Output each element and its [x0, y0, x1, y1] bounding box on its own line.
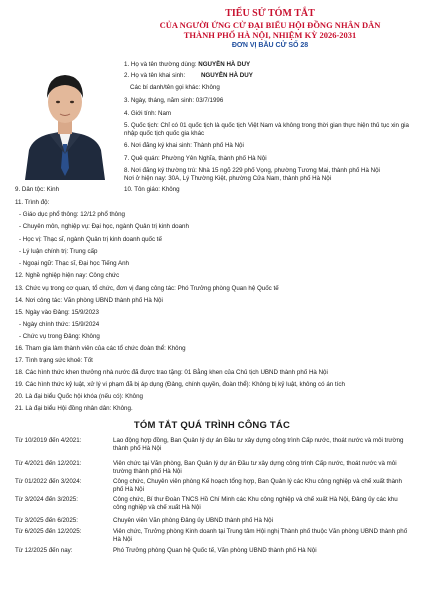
work-item-description: Phó Trưởng phòng Quan hệ Quốc tế, Văn phòng UBND thành phố Hà Nội: [113, 547, 317, 554]
field-education-heading: 11. Trình độ:: [15, 199, 50, 206]
field-position: 13. Chức vụ trong cơ quan, tổ chức, đơn vị đang công tác: Phó Trưởng phòng Quan hệ Quốc tế: [15, 285, 279, 292]
field-peoples-council: 21. Là đại biểu Hội đồng nhân dân: Không.: [15, 405, 133, 412]
field-common-name: [124, 61, 250, 69]
electoral-unit: ĐƠN VỊ BẦU CỬ SỐ 28: [231, 42, 309, 49]
field-birth-registration: 6. Nơi đăng ký khai sinh: Thành phố Hà Nội: [124, 142, 244, 149]
field-hometown: 7. Quê quán: Phường Yên Nghĩa, thành phố Hà Nội: [124, 155, 267, 162]
work-item-description: Viên chức tại Văn phòng, Ban Quản lý dự án Đầu tư xây dựng công trình Cấp nước, thoát nước và môi trường thành phố Hà Nội: [113, 460, 397, 475]
work-item-date: Từ 3/2025 đến 6/2025:: [15, 517, 78, 524]
field-nationality: 5. Quốc tịch: Chỉ có 01 quốc tịch là quốc tịch Việt Nam và không trong thời gian thực hiện thủ tục xin gia nhập quốc tịch quốc gia khác: [124, 122, 409, 137]
work-item-date: Từ 4/2021 đến 12/2021:: [15, 460, 82, 467]
field-organizations: 16. Tham gia làm thành viên của các tổ chức đoàn thể: Không: [15, 345, 186, 352]
work-item-description: Công chức, Bí thư Đoàn TNCS Hồ Chí Minh các Khu công nghiệp và chế xuất Hà Nội, Đảng ủy các khu công nghiệp và chế xuất Hà Nội: [113, 496, 398, 511]
portrait-illustration: [19, 58, 111, 180]
work-item-date: Từ 01/2022 đến 3/2024:: [15, 478, 82, 485]
field-ethnicity: 9. Dân tộc: Kinh: [15, 186, 60, 193]
field-party-join-date: 15. Ngày vào Đảng: 15/9/2023: [15, 309, 99, 316]
document-subtitle: CỦA NGƯỜI ỨNG CỬ ĐẠI BIỂU HỘI ĐỒNG NHÂN DÂN: [159, 20, 381, 30]
field-aliases: Các bí danh/tên gọi khác: Không: [130, 84, 220, 91]
field-permanent-address: 8. Nơi đăng ký thường trú: Nhà 15 ngõ 229 phố Vọng, phường Tương Mai, thành phố Hà Nội: [124, 167, 380, 174]
work-item-description: Công chức, Chuyên viên phòng Kế hoạch tổng hợp, Ban Quản lý các Khu công nghiệp và chế xuất thành phố Hà Nội: [113, 478, 402, 493]
field-party-official-date: - Ngày chính thức: 15/9/2024: [19, 321, 100, 328]
work-item-description: Chuyên viên Văn phòng Đảng ủy UBND thành phố Hà Nội: [113, 517, 273, 524]
field-birth-name-label: 2. Họ và tên khai sinh:: [124, 72, 187, 79]
field-political-theory: - Lý luận chính trị: Trung cấp: [19, 248, 98, 255]
document-subtitle-term: THÀNH PHỐ HÀ NỘI, NHIỆM KỲ 2026-2031: [183, 30, 357, 40]
field-occupation: 12. Nghề nghiệp hiện nay: Công chức: [15, 272, 120, 279]
field-birth-name-value: NGUYỄN HÀ DUY: [200, 72, 253, 79]
field-workplace: 14. Nơi công tác: Văn phòng UBND thành phố Hà Nội: [15, 297, 163, 304]
field-awards: 18. Các hình thức khen thưởng nhà nước đã được trao tặng: 01 Bằng khen của Chủ tịch UBND thành phố Hà Nội: [15, 369, 328, 376]
field-religion: 10. Tôn giáo: Không: [124, 186, 180, 193]
field-general-education: - Giáo dục phổ thông: 12/12 phổ thông: [19, 211, 125, 218]
field-common-name-value: NGUYỄN HÀ DUY: [198, 61, 251, 68]
field-gender: 4. Giới tính: Nam: [124, 110, 172, 117]
work-item-date: Từ 3/2024 đến 3/2025:: [15, 496, 78, 503]
field-birth-date: 3. Ngày, tháng, năm sinh: 03/7/1996: [124, 97, 224, 104]
work-item-date: Từ 10/2019 đến 4/2021:: [15, 437, 82, 444]
field-party-position: - Chức vụ trong Đảng: Không: [19, 333, 100, 340]
portrait-photo: [19, 58, 111, 180]
field-birth-name: [124, 72, 253, 80]
field-current-address: Nơi ở hiện nay: 30A, Lý Thường Kiệt, phường Cửa Nam, thành phố Hà Nội: [124, 175, 332, 182]
field-discipline: 19. Các hình thức kỷ luật, xử lý vi phạm đã bị áp dụng (Đảng, chính quyền, đoàn thể): Không bị kỷ luật, không có án tích: [15, 381, 345, 388]
field-common-name-label: 1. Họ và tên thường dùng:: [124, 61, 199, 68]
field-specialty: - Chuyên môn, nghiệp vụ: Đại học, ngành Quản trị kinh doanh: [19, 223, 189, 230]
work-item-description: Lao động hợp đồng, Ban Quản lý dự án Đầu tư xây dựng công trình Cấp nước, thoát nước và môi trường thành phố Hà Nội: [113, 437, 404, 452]
field-health: 17. Tình trạng sức khoẻ: Tốt: [15, 357, 93, 364]
work-item-description: Viên chức, Trưởng phòng Kinh doanh tại Trung tâm Hội nghị Thành phố thuộc Văn phòng UBND thành phố Hà Nội: [113, 528, 408, 543]
work-history-title: TÓM TẮT QUÁ TRÌNH CÔNG TÁC: [133, 420, 291, 431]
work-item-date: Từ 12/2025 đến nay:: [15, 547, 73, 554]
document-title: TIỂU SỬ TÓM TẮT: [225, 8, 315, 19]
field-foreign-language: - Ngoại ngữ: Thạc sĩ, Đại học Tiếng Anh: [19, 260, 129, 267]
work-item-date: Từ 6/2025 đến 12/2025:: [15, 528, 82, 535]
field-degree: - Học vị: Thạc sĩ, ngành Quản trị kinh doanh quốc tế: [19, 236, 162, 243]
field-national-assembly: 20. Là đại biểu Quốc hội khóa (nếu có): Không: [15, 393, 143, 400]
